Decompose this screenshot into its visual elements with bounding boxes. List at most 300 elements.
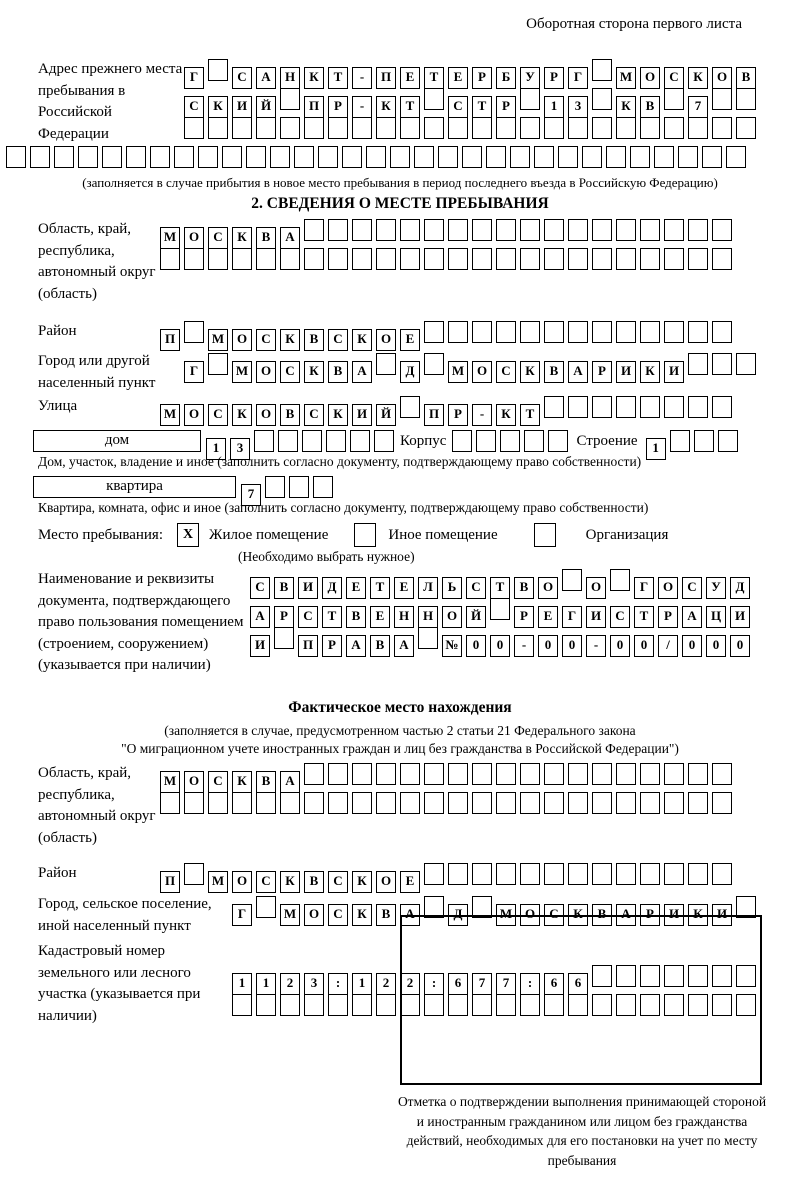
char-cell[interactable]: С	[208, 227, 228, 249]
prev-address-row-4[interactable]	[6, 146, 800, 168]
char-cell[interactable]	[616, 863, 636, 885]
char-cell[interactable]	[424, 763, 444, 785]
char-cell[interactable]: 3	[304, 973, 324, 995]
char-cell[interactable]: -	[472, 404, 492, 426]
char-cell[interactable]	[640, 763, 660, 785]
char-cell[interactable]: Т	[370, 577, 390, 599]
char-cell[interactable]: №	[442, 635, 462, 657]
char-cell[interactable]: Е	[400, 67, 420, 89]
char-cell[interactable]	[376, 792, 396, 814]
char-cell[interactable]	[664, 219, 684, 241]
char-cell[interactable]: :	[520, 973, 540, 995]
char-cell[interactable]	[688, 863, 708, 885]
char-cell[interactable]: С	[328, 904, 348, 926]
char-cell[interactable]	[712, 353, 732, 375]
char-cell[interactable]: Т	[328, 67, 348, 89]
char-cell[interactable]	[712, 321, 732, 343]
char-cell[interactable]	[208, 59, 228, 81]
char-cell[interactable]: Р	[328, 96, 348, 118]
char-cell[interactable]: Т	[490, 577, 510, 599]
char-cell[interactable]: Д	[730, 577, 750, 599]
char-cell[interactable]: С	[298, 606, 318, 628]
char-cell[interactable]: К	[688, 67, 708, 89]
char-cell[interactable]	[374, 430, 394, 452]
char-cell[interactable]: О	[472, 361, 492, 383]
char-cell[interactable]	[326, 430, 346, 452]
char-cell[interactable]	[712, 88, 732, 110]
char-cell[interactable]	[688, 792, 708, 814]
s2-doc-row-1[interactable]	[250, 569, 754, 594]
char-cell[interactable]: С	[466, 577, 486, 599]
char-cell[interactable]	[54, 146, 74, 168]
char-cell[interactable]: Е	[346, 577, 366, 599]
char-cell[interactable]	[568, 248, 588, 270]
char-cell[interactable]: 3	[568, 96, 588, 118]
char-cell[interactable]	[472, 792, 492, 814]
char-cell[interactable]: Т	[424, 67, 444, 89]
char-cell[interactable]	[654, 146, 674, 168]
char-cell[interactable]	[448, 219, 468, 241]
char-cell[interactable]	[304, 219, 324, 241]
char-cell[interactable]	[289, 476, 309, 498]
char-cell[interactable]	[736, 353, 756, 375]
char-cell[interactable]	[160, 792, 180, 814]
char-cell[interactable]	[736, 88, 756, 110]
char-cell[interactable]: П	[160, 329, 180, 351]
char-cell[interactable]: К	[568, 904, 588, 926]
char-cell[interactable]: А	[352, 361, 372, 383]
s2-stroenie-cells[interactable]	[646, 430, 742, 455]
char-cell[interactable]: И	[664, 904, 684, 926]
char-cell[interactable]	[424, 353, 444, 375]
char-cell[interactable]: П	[160, 871, 180, 893]
char-cell[interactable]: -	[352, 67, 372, 89]
char-cell[interactable]: Н	[394, 606, 414, 628]
char-cell[interactable]: М	[616, 67, 636, 89]
char-cell[interactable]: К	[352, 329, 372, 351]
char-cell[interactable]	[544, 792, 564, 814]
char-cell[interactable]	[592, 321, 612, 343]
char-cell[interactable]: Р	[544, 67, 564, 89]
char-cell[interactable]	[496, 763, 516, 785]
char-cell[interactable]: А	[346, 635, 366, 657]
char-cell[interactable]	[150, 146, 170, 168]
char-cell[interactable]	[352, 763, 372, 785]
char-cell[interactable]	[582, 146, 602, 168]
char-cell[interactable]: Р	[472, 67, 492, 89]
char-cell[interactable]: С	[304, 404, 324, 426]
char-cell[interactable]: П	[376, 67, 396, 89]
char-cell[interactable]	[256, 117, 276, 139]
char-cell[interactable]: С	[448, 96, 468, 118]
char-cell[interactable]	[400, 763, 420, 785]
char-cell[interactable]: 1	[256, 973, 276, 995]
char-cell[interactable]: В	[376, 904, 396, 926]
char-cell[interactable]	[304, 994, 324, 1016]
char-cell[interactable]	[256, 896, 276, 918]
char-cell[interactable]	[184, 117, 204, 139]
char-cell[interactable]: К	[352, 871, 372, 893]
char-cell[interactable]: К	[304, 67, 324, 89]
char-cell[interactable]	[184, 863, 204, 885]
char-cell[interactable]	[664, 88, 684, 110]
char-cell[interactable]	[184, 792, 204, 814]
s2-oblast-row-1[interactable]	[160, 219, 736, 244]
s2-korpus-cells[interactable]	[452, 430, 572, 452]
fact-oblast-row-1[interactable]	[160, 763, 736, 788]
char-cell[interactable]	[208, 353, 228, 375]
char-cell[interactable]	[352, 994, 372, 1016]
char-cell[interactable]: К	[328, 404, 348, 426]
char-cell[interactable]	[616, 117, 636, 139]
char-cell[interactable]: О	[184, 227, 204, 249]
char-cell[interactable]	[592, 863, 612, 885]
char-cell[interactable]: С	[232, 67, 252, 89]
char-cell[interactable]: П	[424, 404, 444, 426]
char-cell[interactable]	[280, 248, 300, 270]
char-cell[interactable]	[400, 792, 420, 814]
char-cell[interactable]	[160, 248, 180, 270]
char-cell[interactable]	[304, 763, 324, 785]
s2-raion-row[interactable]	[160, 321, 736, 346]
char-cell[interactable]	[274, 627, 294, 649]
char-cell[interactable]	[544, 219, 564, 241]
char-cell[interactable]: О	[232, 329, 252, 351]
char-cell[interactable]: 0	[466, 635, 486, 657]
char-cell[interactable]	[664, 117, 684, 139]
char-cell[interactable]	[174, 146, 194, 168]
char-cell[interactable]: А	[250, 606, 270, 628]
char-cell[interactable]: О	[256, 361, 276, 383]
s2-ulitsa-row[interactable]	[160, 396, 736, 421]
char-cell[interactable]	[712, 396, 732, 418]
char-cell[interactable]: М	[208, 329, 228, 351]
char-cell[interactable]	[712, 219, 732, 241]
char-cell[interactable]	[520, 321, 540, 343]
char-cell[interactable]: А	[280, 771, 300, 793]
char-cell[interactable]: О	[442, 606, 462, 628]
char-cell[interactable]	[414, 146, 434, 168]
char-cell[interactable]: О	[184, 404, 204, 426]
char-cell[interactable]	[280, 117, 300, 139]
char-cell[interactable]	[568, 117, 588, 139]
char-cell[interactable]	[278, 430, 298, 452]
char-cell[interactable]	[208, 792, 228, 814]
char-cell[interactable]	[544, 248, 564, 270]
char-cell[interactable]	[424, 88, 444, 110]
char-cell[interactable]	[688, 117, 708, 139]
char-cell[interactable]: В	[280, 404, 300, 426]
char-cell[interactable]	[640, 248, 660, 270]
char-cell[interactable]: Е	[538, 606, 558, 628]
char-cell[interactable]	[418, 627, 438, 649]
char-cell[interactable]: Ц	[706, 606, 726, 628]
char-cell[interactable]	[544, 763, 564, 785]
char-cell[interactable]: Д	[322, 577, 342, 599]
char-cell[interactable]: 6	[568, 973, 588, 995]
prev-address-row-2[interactable]	[184, 88, 760, 113]
char-cell[interactable]	[712, 248, 732, 270]
char-cell[interactable]: 2	[376, 973, 396, 995]
char-cell[interactable]	[592, 248, 612, 270]
char-cell[interactable]: -	[586, 635, 606, 657]
char-cell[interactable]	[664, 792, 684, 814]
char-cell[interactable]	[472, 248, 492, 270]
char-cell[interactable]: 6	[544, 973, 564, 995]
char-cell[interactable]	[232, 792, 252, 814]
char-cell[interactable]: 2	[400, 973, 420, 995]
char-cell[interactable]: К	[496, 404, 516, 426]
char-cell[interactable]: Т	[634, 606, 654, 628]
char-cell[interactable]: Р	[514, 606, 534, 628]
char-cell[interactable]: О	[376, 871, 396, 893]
char-cell[interactable]	[496, 117, 516, 139]
char-cell[interactable]: М	[208, 871, 228, 893]
char-cell[interactable]: Р	[640, 904, 660, 926]
char-cell[interactable]	[544, 396, 564, 418]
char-cell[interactable]	[304, 117, 324, 139]
char-cell[interactable]	[448, 321, 468, 343]
char-cell[interactable]: В	[304, 329, 324, 351]
char-cell[interactable]	[688, 219, 708, 241]
char-cell[interactable]	[424, 219, 444, 241]
char-cell[interactable]: А	[400, 904, 420, 926]
char-cell[interactable]	[328, 763, 348, 785]
char-cell[interactable]: В	[370, 635, 390, 657]
char-cell[interactable]: С	[664, 67, 684, 89]
char-cell[interactable]: К	[520, 361, 540, 383]
char-cell[interactable]	[568, 763, 588, 785]
char-cell[interactable]	[520, 863, 540, 885]
char-cell[interactable]: А	[256, 67, 276, 89]
char-cell[interactable]: Л	[418, 577, 438, 599]
char-cell[interactable]	[304, 248, 324, 270]
char-cell[interactable]	[424, 248, 444, 270]
char-cell[interactable]: И	[298, 577, 318, 599]
char-cell[interactable]	[640, 396, 660, 418]
char-cell[interactable]	[472, 219, 492, 241]
char-cell[interactable]: У	[706, 577, 726, 599]
char-cell[interactable]: Б	[496, 67, 516, 89]
char-cell[interactable]	[342, 146, 362, 168]
char-cell[interactable]: 1	[646, 438, 666, 460]
char-cell[interactable]	[496, 219, 516, 241]
char-cell[interactable]	[496, 863, 516, 885]
char-cell[interactable]	[400, 248, 420, 270]
checkbox-organizatsiya[interactable]	[534, 523, 556, 547]
char-cell[interactable]: П	[298, 635, 318, 657]
char-cell[interactable]	[544, 321, 564, 343]
char-cell[interactable]	[376, 117, 396, 139]
s2-kvartira-cells[interactable]	[241, 476, 337, 501]
char-cell[interactable]	[718, 430, 738, 452]
char-cell[interactable]	[280, 994, 300, 1016]
char-cell[interactable]: В	[346, 606, 366, 628]
char-cell[interactable]	[510, 146, 530, 168]
char-cell[interactable]	[328, 219, 348, 241]
char-cell[interactable]: -	[514, 635, 534, 657]
char-cell[interactable]: Й	[256, 96, 276, 118]
char-cell[interactable]: /	[658, 635, 678, 657]
char-cell[interactable]	[208, 117, 228, 139]
char-cell[interactable]: И	[352, 404, 372, 426]
char-cell[interactable]	[592, 117, 612, 139]
char-cell[interactable]: И	[616, 361, 636, 383]
s2-oblast-row-2[interactable]	[160, 248, 736, 270]
char-cell[interactable]: С	[544, 904, 564, 926]
char-cell[interactable]	[640, 321, 660, 343]
char-cell[interactable]	[592, 396, 612, 418]
char-cell[interactable]	[472, 117, 492, 139]
char-cell[interactable]	[670, 430, 690, 452]
char-cell[interactable]: Т	[520, 404, 540, 426]
char-cell[interactable]: 6	[448, 973, 468, 995]
char-cell[interactable]: О	[232, 871, 252, 893]
char-cell[interactable]	[616, 248, 636, 270]
char-cell[interactable]: М	[160, 227, 180, 249]
char-cell[interactable]: Н	[280, 67, 300, 89]
char-cell[interactable]: И	[730, 606, 750, 628]
char-cell[interactable]: Е	[448, 67, 468, 89]
char-cell[interactable]	[328, 248, 348, 270]
char-cell[interactable]	[664, 321, 684, 343]
char-cell[interactable]	[184, 248, 204, 270]
char-cell[interactable]	[400, 219, 420, 241]
char-cell[interactable]: С	[256, 329, 276, 351]
char-cell[interactable]	[548, 430, 568, 452]
char-cell[interactable]: К	[688, 904, 708, 926]
char-cell[interactable]	[424, 321, 444, 343]
char-cell[interactable]: С	[256, 871, 276, 893]
char-cell[interactable]	[712, 763, 732, 785]
char-cell[interactable]: И	[250, 635, 270, 657]
char-cell[interactable]	[630, 146, 650, 168]
char-cell[interactable]	[496, 321, 516, 343]
char-cell[interactable]: С	[250, 577, 270, 599]
char-cell[interactable]	[688, 321, 708, 343]
char-cell[interactable]	[270, 146, 290, 168]
char-cell[interactable]	[520, 88, 540, 110]
char-cell[interactable]	[736, 117, 756, 139]
char-cell[interactable]	[6, 146, 26, 168]
char-cell[interactable]	[534, 146, 554, 168]
char-cell[interactable]	[462, 146, 482, 168]
char-cell[interactable]	[184, 321, 204, 343]
char-cell[interactable]: 1	[544, 96, 564, 118]
char-cell[interactable]	[678, 146, 698, 168]
char-cell[interactable]: О	[256, 404, 276, 426]
char-cell[interactable]	[400, 396, 420, 418]
char-cell[interactable]: Г	[562, 606, 582, 628]
char-cell[interactable]	[102, 146, 122, 168]
char-cell[interactable]: В	[640, 96, 660, 118]
char-cell[interactable]: Й	[466, 606, 486, 628]
char-cell[interactable]: М	[160, 771, 180, 793]
char-cell[interactable]: Е	[400, 871, 420, 893]
char-cell[interactable]	[496, 248, 516, 270]
char-cell[interactable]: К	[208, 96, 228, 118]
char-cell[interactable]: С	[208, 771, 228, 793]
char-cell[interactable]: 1	[352, 973, 372, 995]
char-cell[interactable]: С	[328, 329, 348, 351]
char-cell[interactable]: А	[616, 904, 636, 926]
char-cell[interactable]	[664, 763, 684, 785]
char-cell[interactable]: С	[610, 606, 630, 628]
char-cell[interactable]: Р	[658, 606, 678, 628]
char-cell[interactable]	[424, 792, 444, 814]
s2-dom-cells[interactable]	[206, 430, 398, 455]
char-cell[interactable]	[256, 792, 276, 814]
char-cell[interactable]	[568, 219, 588, 241]
char-cell[interactable]: -	[352, 96, 372, 118]
char-cell[interactable]	[616, 763, 636, 785]
char-cell[interactable]	[448, 863, 468, 885]
char-cell[interactable]	[352, 792, 372, 814]
char-cell[interactable]	[400, 117, 420, 139]
char-cell[interactable]	[520, 763, 540, 785]
char-cell[interactable]	[568, 396, 588, 418]
char-cell[interactable]: О	[184, 771, 204, 793]
char-cell[interactable]: К	[352, 904, 372, 926]
char-cell[interactable]	[592, 88, 612, 110]
char-cell[interactable]	[78, 146, 98, 168]
char-cell[interactable]: 2	[280, 973, 300, 995]
fact-oblast-row-2[interactable]	[160, 792, 736, 814]
char-cell[interactable]	[520, 117, 540, 139]
char-cell[interactable]	[328, 792, 348, 814]
char-cell[interactable]: М	[448, 361, 468, 383]
char-cell[interactable]	[490, 598, 510, 620]
char-cell[interactable]: Й	[376, 404, 396, 426]
char-cell[interactable]: О	[538, 577, 558, 599]
char-cell[interactable]	[520, 248, 540, 270]
char-cell[interactable]	[304, 792, 324, 814]
char-cell[interactable]	[472, 863, 492, 885]
char-cell[interactable]: К	[616, 96, 636, 118]
char-cell[interactable]: О	[586, 577, 606, 599]
char-cell[interactable]	[448, 117, 468, 139]
char-cell[interactable]	[302, 430, 322, 452]
char-cell[interactable]	[592, 792, 612, 814]
char-cell[interactable]	[232, 248, 252, 270]
char-cell[interactable]: Г	[184, 67, 204, 89]
char-cell[interactable]	[496, 792, 516, 814]
char-cell[interactable]	[424, 117, 444, 139]
char-cell[interactable]: :	[424, 973, 444, 995]
char-cell[interactable]	[376, 994, 396, 1016]
char-cell[interactable]	[476, 430, 496, 452]
char-cell[interactable]: К	[232, 404, 252, 426]
char-cell[interactable]: В	[544, 361, 564, 383]
s2-doc-row-3[interactable]	[250, 627, 754, 652]
char-cell[interactable]: Ь	[442, 577, 462, 599]
char-cell[interactable]: К	[640, 361, 660, 383]
char-cell[interactable]: В	[274, 577, 294, 599]
char-cell[interactable]: О	[520, 904, 540, 926]
char-cell[interactable]: А	[682, 606, 702, 628]
char-cell[interactable]: Г	[634, 577, 654, 599]
char-cell[interactable]	[280, 792, 300, 814]
char-cell[interactable]: Р	[274, 606, 294, 628]
char-cell[interactable]: Е	[400, 329, 420, 351]
char-cell[interactable]: А	[568, 361, 588, 383]
char-cell[interactable]	[520, 219, 540, 241]
char-cell[interactable]	[328, 117, 348, 139]
char-cell[interactable]: В	[514, 577, 534, 599]
char-cell[interactable]	[610, 569, 630, 591]
char-cell[interactable]	[350, 430, 370, 452]
char-cell[interactable]	[198, 146, 218, 168]
